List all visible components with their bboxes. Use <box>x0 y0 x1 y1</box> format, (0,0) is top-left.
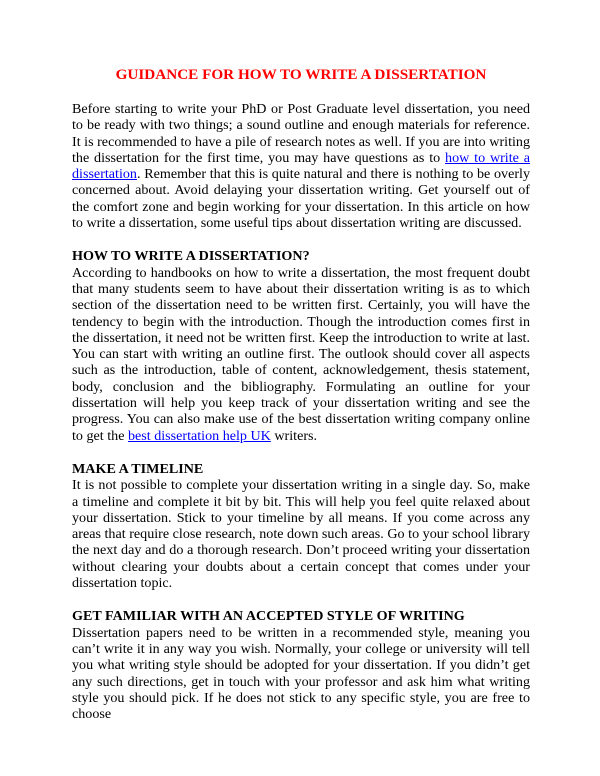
section-heading-make-timeline: MAKE A TIMELINE <box>72 460 204 477</box>
document-body <box>72 66 530 739</box>
intro-text-after-link: . Remember that this is quite natural and there is nothing to be overly concerned about. Avoid delaying your dissertation writing. Get yourself out of the comfort zone and begin working for your dissertation. In this article on how to write a dissertation, some useful tips about dissertation writing are discussed. <box>72 166 530 232</box>
how-to-write-dissertation-link[interactable]: how to write a dissertation <box>72 149 530 183</box>
best-dissertation-help-uk-link[interactable]: best dissertation help UK <box>127 427 271 444</box>
section-text-after-link: writers. <box>270 427 318 444</box>
section-paragraph-how-to-write <box>72 265 530 444</box>
section-paragraph-style-of-writing: Dissertation papers need to be written in a recommended style, meaning you can’t write it in any way you wish. Normally, your college or university will tell you what writing style should be adopted for your dissertation. If you didn’t get any such directions, get in touch with your professor and ask him what writing style you should pick. If he does not stick to any specific style, you are free to choose <box>72 624 530 723</box>
intro-paragraph <box>72 101 530 231</box>
section-heading-how-to-write: HOW TO WRITE A DISSERTATION? <box>72 248 310 265</box>
intro-text-before-link: Before starting to write your PhD or Post Graduate level dissertation, you need to be ready with two things; a sound outline and enough materials for reference. It is recommended to have a pile of research notes as well. If you are into writing the dissertation for the first time, you may have questions as to <box>72 101 530 166</box>
section-heading-style-of-writing: GET FAMILIAR WITH AN ACCEPTED STYLE OF WRITING <box>72 608 465 625</box>
document-title: GUIDANCE FOR HOW TO WRITE A DISSERTATION <box>115 66 487 83</box>
section-text-before-link: According to handbooks on how to write a dissertation, the most frequent doubt that many students seem to have about their dissertation writing is as to which section of the dissertation need to be written first. Certainly, you will have the tendency to begin with the introduction. Though the introduction comes first in the dissertation, it need not be written first. Keep the introduction to write at last. You can start with writing an outline first. The outlook should cover all aspects such as the introduction, table of content, acknowledgement, thesis statement, body, conclusion and the bibliography. Formulating an outline for your dissertation will help you keep track of your dissertation writing and see the progress. You can also make use of the best dissertation writing company online to get the <box>72 264 530 444</box>
section-paragraph-make-timeline: It is not possible to complete your dissertation writing in a single day. So, make a timeline and complete it bit by bit. This will help you feel quite relaxed about your dissertation. Stick to your timeline by all means. If you come across any areas that require close research, note down such areas. Go to your school library the next day and do a thorough research. Don’t proceed writing your dissertation without clearing your doubts about a certain concept that comes under your dissertation topic. <box>72 477 530 592</box>
